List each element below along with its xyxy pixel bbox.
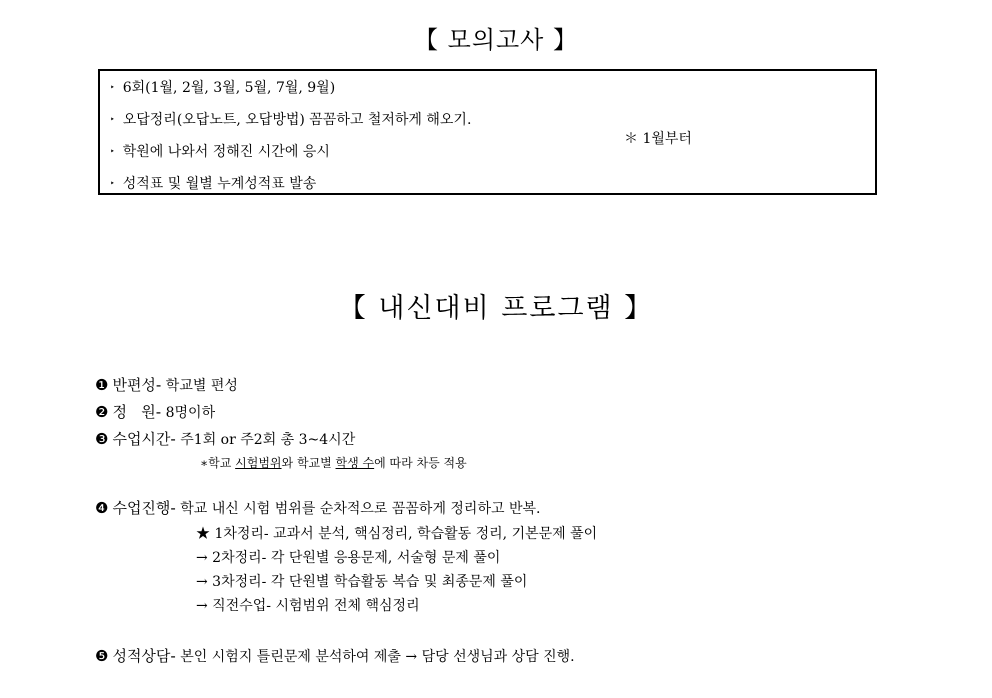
section-text: 8명이하: [165, 405, 216, 421]
section-label: 반편성-: [112, 376, 162, 394]
section-label: 성적상담-: [112, 647, 176, 665]
section-text: 본인 시험지 틀린문제 분석하여 제출 → 담당 선생님과 상담 진행.: [180, 649, 575, 665]
mock-exam-note: ＊ 1월부터: [624, 131, 692, 147]
mock-exam-item: ‣ 학원에 나와서 정해진 시간에 응시: [110, 144, 330, 160]
section-text: 학교별 편성: [165, 378, 238, 394]
section-text: 주1회 or 주2회 총 3~4시간: [180, 432, 356, 448]
number-1-icon: ❶: [95, 376, 109, 394]
section-class-progress: [95, 497, 540, 518]
progress-step: → 2차정리- 각 단원별 응용문제, 서술형 문제 풀이: [196, 550, 501, 566]
mock-exam-box: [98, 69, 877, 195]
mock-exam-item: ‣ 성적표 및 월별 누계성적표 발송: [110, 176, 317, 192]
progress-step: → 3차정리- 각 단원별 학습활동 복습 및 최종문제 풀이: [196, 574, 528, 590]
bullet-marker-icon: ‣: [110, 115, 115, 124]
section-class-grouping: [95, 374, 238, 395]
bullet-marker-icon: ‣: [110, 179, 115, 188]
school-program-title: 【 내신대비 프로그램 】: [338, 293, 654, 324]
class-time-note: ∗학교 시험범위와 학교별 학생 수에 따라 차등 적용: [200, 456, 467, 470]
number-2-icon: ❷: [95, 403, 109, 421]
section-capacity: [95, 401, 215, 422]
progress-step: ★ 1차정리- 교과서 분석, 핵심정리, 학습활동 정리, 기본문제 풀이: [196, 526, 598, 542]
number-3-icon: ❸: [95, 430, 109, 448]
number-4-icon: ❹: [95, 499, 109, 517]
section-label: 정 원-: [112, 403, 162, 421]
mock-exam-item: ‣ 오답정리(오답노트, 오답방법) 꼼꼼하고 철저하게 해오기.: [110, 112, 472, 128]
section-class-time: [95, 428, 355, 449]
section-label: 수업시간-: [112, 430, 176, 448]
section-grade-consulting: [95, 645, 575, 666]
progress-step: → 직전수업- 시험범위 전체 핵심정리: [196, 598, 420, 614]
bullet-marker-icon: ‣: [110, 147, 115, 156]
section-text: 학교 내신 시험 범위를 순차적으로 꼼꼼하게 정리하고 반복.: [180, 501, 541, 517]
mock-exam-item: ‣ 6회(1월, 2월, 3월, 5월, 7월, 9월): [110, 80, 336, 96]
bullet-marker-icon: ‣: [110, 83, 115, 92]
mock-exam-title: 【 모의고사 】: [414, 26, 578, 54]
number-5-icon: ❺: [95, 647, 109, 665]
section-label: 수업진행-: [112, 499, 176, 517]
